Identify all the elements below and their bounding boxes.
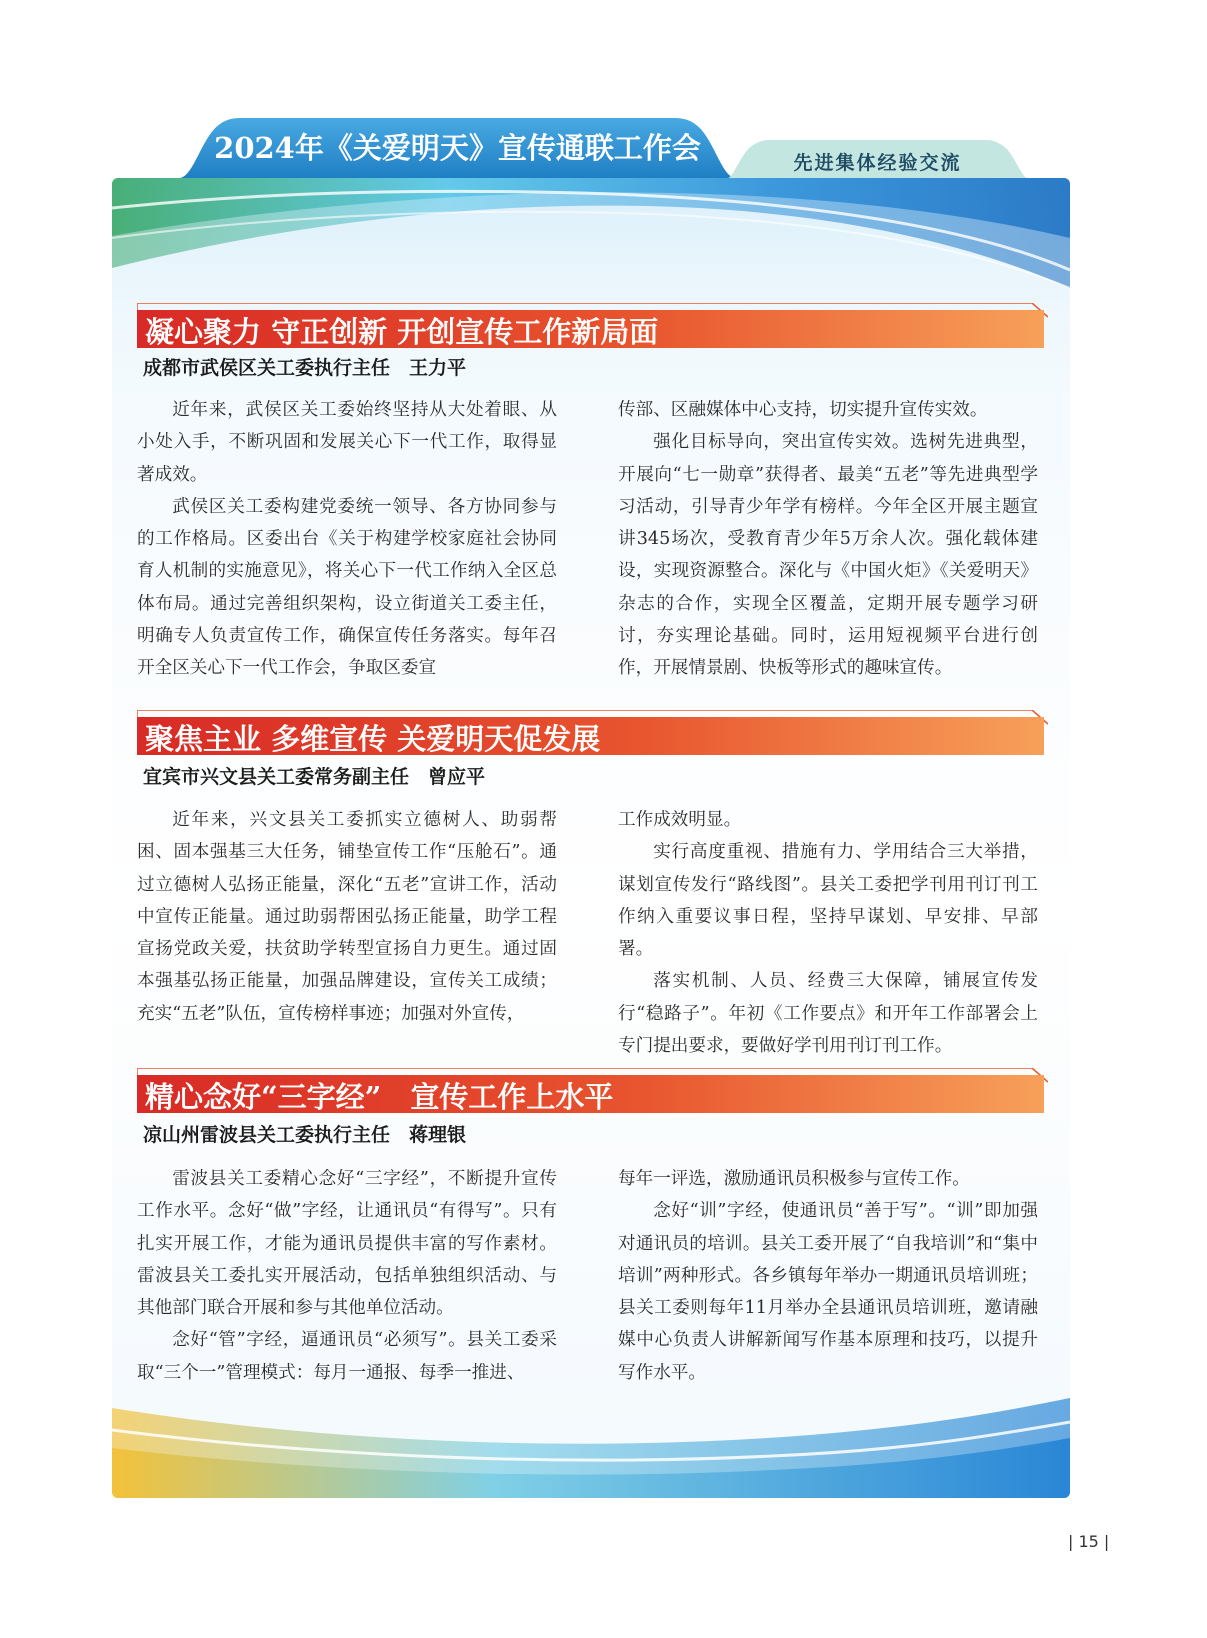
header-title: 2024年《关爱明天》宣传通联工作会 [214, 131, 701, 165]
header-subtitle: 先进集体经验交流 [793, 152, 962, 174]
section-2-byline: 宜宾市兴文县关工委常务副主任 曾应平 [143, 766, 486, 788]
paragraph: 强化目标导向，突出宣传实效。选树先进典型，开展向“七一勋章”获得者、最美“五老”等先进典型学习活动，引导青少年学有榜样。今年全区开展主题宣讲345场次，受教育青少年5万余人次。强化载体建设，实现资源整合。深化与《中国火炬》《关爱明天》杂志的合作，实现全区覆盖，定期开展专题学习研讨，夯实理论基础。同时，运用短视频平台进行创作，开展情景剧、快板等形式的趣味宣传。 [618, 432, 1038, 679]
section-3-header [137, 1068, 1048, 1116]
paragraph: 念好“训”字经，使通讯员“善于写”。“训”即加强对通讯员的培训。县关工委开展了“自我培训”和“集中培训”两种形式。各乡镇每年举办一期通讯员培训班；县关工委则每年11月举办全县通讯员培训班，邀请融媒中心负责人讲解新闻写作基本原理和技巧，以提升写作水平。 [618, 1201, 1038, 1383]
section-2-left-column [137, 804, 557, 1030]
paragraph: 武侯区关工委构建党委统一领导、各方协同参与的工作格局。区委出台《关于构建学校家庭社会协同育人机制的实施意见》，将关心下一代工作纳入全区总体布局。通过完善组织架构，设立街道关工委主任，明确专人负责宣传工作，确保宣传任务落实。每年召开全区关心下一代工作会，争取区委宣 [137, 496, 557, 679]
section-1-byline: 成都市武侯区关工委执行主任 王力平 [143, 357, 467, 379]
section-2-title: 聚焦主业 多维宣传 关爱明天促发展 [145, 722, 601, 756]
paragraph: 实行高度重视、措施有力、学用结合三大举措，谋划宣传发行“路线图”。县关工委把学刊用刊订刊工作纳入重要议事日程，坚持早谋划、早安排、早部署。 [618, 842, 1038, 960]
paragraph-continued: 工作成效明显。 [618, 810, 742, 830]
paragraph-continued: 每年一评选，激励通讯员积极参与宣传工作。 [618, 1169, 970, 1189]
section-2-right-column [618, 804, 1038, 1062]
section-3-title: 精心念好“三字经” 宣传工作上水平 [145, 1080, 614, 1114]
section-2-header [137, 710, 1048, 758]
paragraph: 雷波县关工委精心念好“三字经”，不断提升宣传工作水平。念好“做”字经，让通讯员“有得写”。只有扎实开展工作，才能为通讯员提供丰富的写作素材。雷波县关工委扎实开展活动，包括单独组织活动、与其他部门联合开展和参与其他单位活动。 [137, 1169, 557, 1319]
paragraph-continued: 传部、区融媒体中心支持，切实提升宣传实效。 [618, 400, 988, 420]
paragraph: 近年来，武侯区关工委始终坚持从大处着眼、从小处入手，不断巩固和发展关心下一代工作，取得显著成效。 [137, 400, 557, 485]
section-1-title: 凝心聚力 守正创新 开创宣传工作新局面 [145, 315, 659, 349]
paragraph: 近年来，兴文县关工委抓实立德树人、助弱帮困、固本强基三大任务，铺垫宣传工作“压舱石”。通过立德树人弘扬正能量，深化“五老”宣讲工作，活动中宣传正能量。通过助弱帮困弘扬正能量，助学工程宣扬党政关爱，扶贫助学转型宣扬自力更生。通过固本强基弘扬正能量，加强品牌建设，宣传关工成绩；充实“五老”队伍，宣传榜样事迹；加强对外宣传， [137, 810, 557, 1024]
section-3-right-column [618, 1163, 1038, 1389]
section-1-right-column [618, 394, 1038, 685]
section-3-left-column [137, 1163, 557, 1389]
paragraph: 落实机制、人员、经费三大保障，铺展宣传发行“稳路子”。年初《工作要点》和开年工作部署会上专门提出要求，要做好学刊用刊订刊工作。 [618, 971, 1038, 1057]
paragraph: 念好“管”字经，逼通讯员“必须写”。县关工委采取“三个一”管理模式：每月一通报、每季一推进、 [137, 1330, 557, 1383]
section-1-left-column [137, 394, 557, 685]
page-number: | 15 | [1068, 1532, 1110, 1551]
section-1-header [137, 303, 1048, 351]
section-3-byline: 凉山州雷波县关工委执行主任 蒋理银 [143, 1124, 467, 1146]
header-main-tab [180, 118, 735, 178]
header-sub-tab [725, 140, 1030, 180]
